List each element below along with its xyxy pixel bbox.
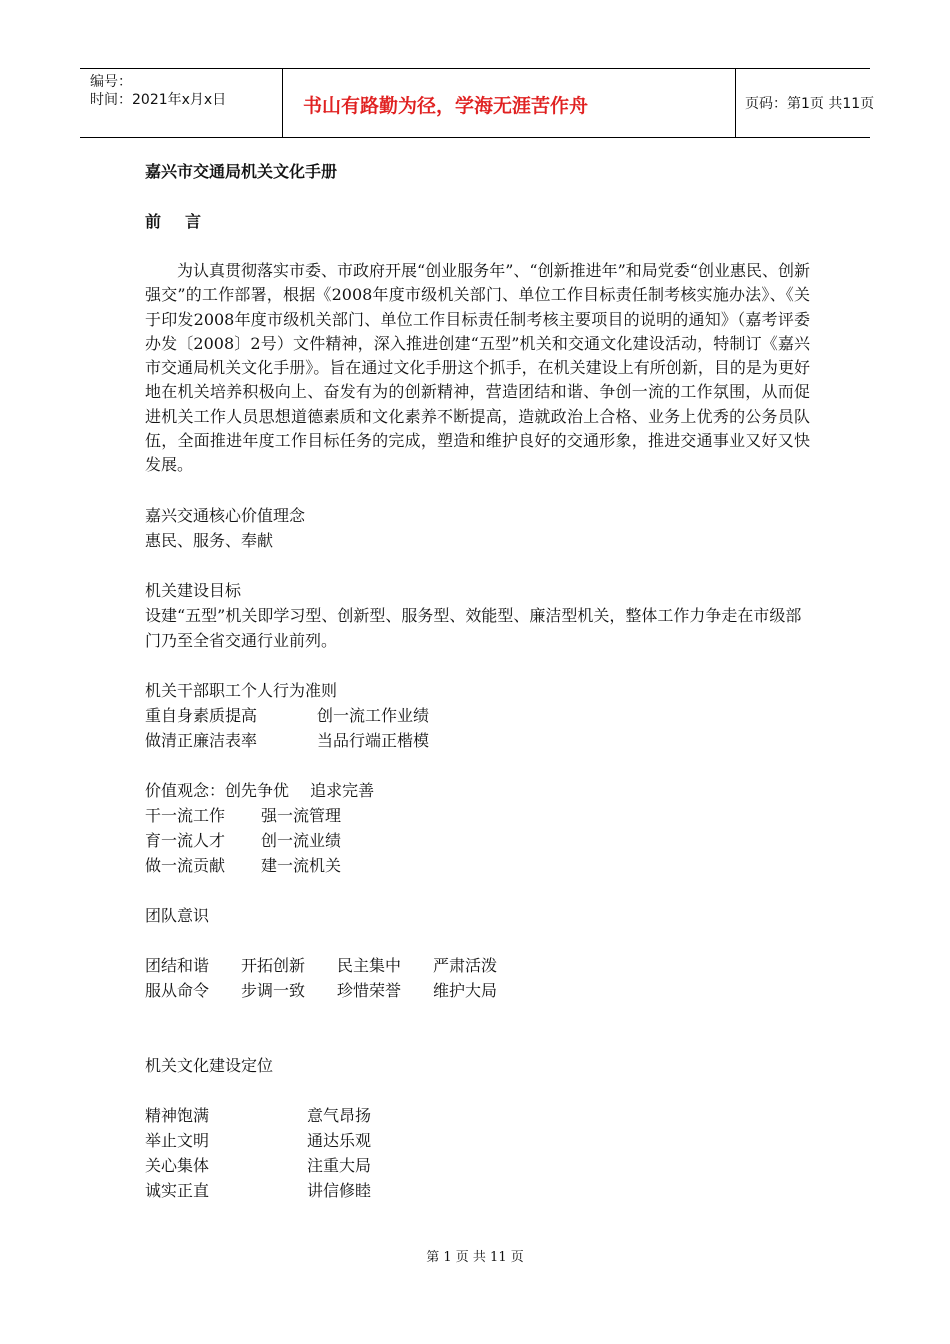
team-item: 步调一致 <box>241 980 306 1000</box>
code-row <box>145 728 810 753</box>
core-value-text: 惠民、服务、奉献 <box>145 530 274 550</box>
value-item: 做一流贡献 <box>145 855 226 875</box>
culture-item: 意气昂扬 <box>307 1105 372 1125</box>
goal-text: 设建“五型”机关即学习型、创新型、服务型、效能型、廉洁型机关，整体工作力争走在市级部门乃至全省交通行业前列。 <box>145 605 802 650</box>
page-info: 页码：第1页 共11页 <box>745 96 875 112</box>
culture-row <box>145 1153 810 1178</box>
preface-paragraph: 为认真贯彻落实市委、市政府开展“创业服务年”、“创新推进年”和局党委“创业惠民、创新强交”的工作部署，根据《2008年度市级机关部门、单位工作目标责任制考核实施办法》、《关于印发2008年度市级机关部门、单位工作目标责任制考核主要项目的说明的通知》（嘉考评委办发〔2008〕2号）文件精神，深入推进创建“五型”机关和交通文化建设活动，特制订《嘉兴市交通局机关文化手册》。旨在通过文化手册这个抓手，在机关建设上有所创新，目的是为更好地在机关培养积极向上、奋发有为的创新精神，营造团结和谐、争创一流的工作氛围，从而促进机关工作人员思想道德素质和文化素养不断提高，造就政治上合格、业务上优秀的公务员队伍，全面推进年度工作目标任务的完成，塑造和维护良好的交通形象，推进交通事业又好又快发展。 <box>145 261 810 475</box>
team-item: 团结和谐 <box>145 955 210 975</box>
preface-heading: 前言 <box>145 212 226 231</box>
culture-item: 关心集体 <box>145 1155 210 1175</box>
header-meta <box>80 69 282 137</box>
team-item: 严肃活泼 <box>433 955 498 975</box>
culture-item: 注重大局 <box>307 1155 372 1175</box>
code-item: 重自身素质提高 <box>145 705 258 725</box>
value-title: 价值观念：创先争优 追求完善 <box>145 780 375 800</box>
date-label: 时间：2021年x月x日 <box>90 92 227 108</box>
culture-row <box>145 1128 810 1153</box>
code-title: 机关干部职工个人行为准则 <box>145 680 338 700</box>
value-item: 干一流工作 <box>145 805 226 825</box>
culture-item: 通达乐观 <box>307 1130 372 1150</box>
culture-item: 精神饱满 <box>145 1105 210 1125</box>
culture-item: 举止文明 <box>145 1130 210 1150</box>
team-item: 开拓创新 <box>241 955 306 975</box>
slogan: 书山有路勤为径，学海无涯苦作舟 <box>303 95 589 117</box>
value-item: 建一流机关 <box>261 855 342 875</box>
culture-title: 机关文化建设定位 <box>145 1055 274 1075</box>
team-title: 团队意识 <box>145 905 210 925</box>
culture-row <box>145 1178 810 1203</box>
goal-title: 机关建设目标 <box>145 580 242 600</box>
value-section <box>145 778 810 878</box>
code-item: 创一流工作业绩 <box>317 705 430 725</box>
number-label: 编号： <box>90 74 132 90</box>
header-slogan-cell <box>282 69 736 137</box>
culture-item: 讲信修睦 <box>307 1180 372 1200</box>
value-row <box>145 853 810 878</box>
code-item: 当品行端正楷模 <box>317 730 430 750</box>
team-row <box>145 978 810 1003</box>
culture-section <box>145 1053 810 1203</box>
core-value-title: 嘉兴交通核心价值理念 <box>145 505 306 525</box>
team-item: 维护大局 <box>433 980 498 1000</box>
core-value-section <box>145 503 810 553</box>
value-item: 育一流人才 <box>145 830 226 850</box>
document-title: 嘉兴市交通局机关文化手册 <box>145 162 338 181</box>
code-row <box>145 703 810 728</box>
page-header <box>80 68 875 138</box>
team-item: 民主集中 <box>337 955 402 975</box>
team-item: 珍惜荣誉 <box>337 980 402 1000</box>
code-section <box>145 678 810 753</box>
team-section <box>145 903 810 1003</box>
goal-section <box>145 578 810 653</box>
value-item: 创一流业绩 <box>261 830 342 850</box>
header-page-cell <box>735 69 875 137</box>
page-footer: 第 1 页 共 11 页 <box>426 1250 524 1265</box>
culture-row <box>145 1103 810 1128</box>
culture-item: 诚实正直 <box>145 1180 210 1200</box>
value-item: 强一流管理 <box>261 805 342 825</box>
document-body <box>145 160 810 1203</box>
team-row <box>145 953 810 978</box>
team-item: 服从命令 <box>145 980 210 1000</box>
code-item: 做清正廉洁表率 <box>145 730 258 750</box>
value-row <box>145 828 810 853</box>
value-row <box>145 803 810 828</box>
